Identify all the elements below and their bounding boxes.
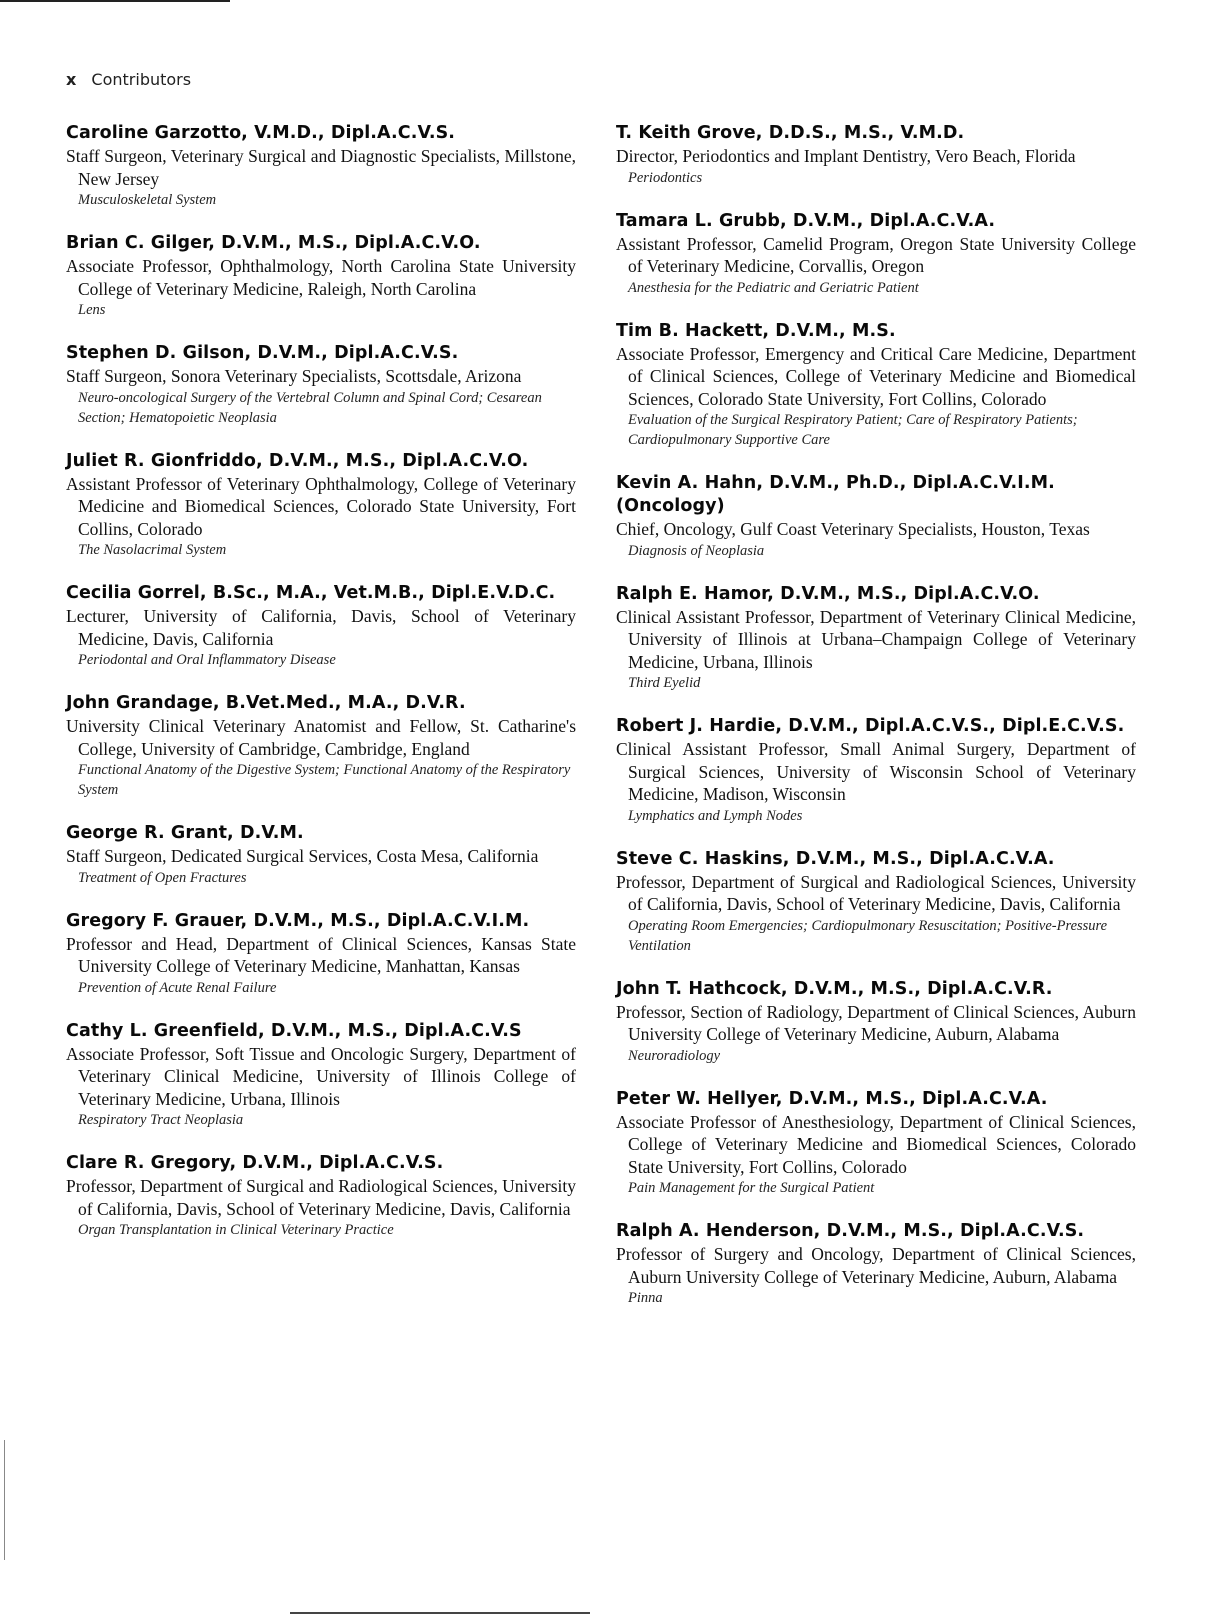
contributor-entry <box>66 1020 576 1131</box>
contributor-entry <box>66 692 576 800</box>
contributor-chapter: Lymphatics and Lymph Nodes <box>628 807 803 824</box>
contributor-affiliation: Professor and Head, Department of Clinical Sciences, Kansas State University College of Veterinary Medicine, Manhattan, Kansas <box>66 933 576 976</box>
contributor-name: Gregory F. Grauer, D.V.M., M.S., Dipl.A.C.V.I.M. <box>66 910 530 931</box>
contributor-entry <box>66 450 576 561</box>
contributor-name: Ralph A. Henderson, D.V.M., M.S., Dipl.A.C.V.S. <box>616 1221 1085 1241</box>
contributor-chapter: Periodontal and Oral Inflammatory Disease <box>78 652 336 668</box>
contributor-chapter: Neuroradiology <box>628 1047 721 1064</box>
contributor-affiliation: Professor, Department of Surgical and Radiological Sciences, University of California, Davis, School of Veterinary Medicine, Davis, California <box>66 1176 576 1219</box>
contributor-name: John T. Hathcock, D.V.M., M.S., Dipl.A.C.V.R. <box>616 978 1053 999</box>
contributor-affiliation: Assistant Professor, Camelid Program, Oregon State University College of Veterinary Medicine, Corvallis, Oregon <box>616 233 1136 276</box>
contributor-chapter: Pinna <box>628 1290 663 1306</box>
running-title: Contributors <box>91 70 192 89</box>
contributor-entry <box>616 848 1136 956</box>
contributor-name: John Grandage, B.Vet.Med., M.A., D.V.R. <box>66 693 466 713</box>
contributor-entry <box>66 342 576 428</box>
contributor-chapter: Operating Room Emergencies; Cardiopulmonary Resuscitation; Positive-Pressure Ventilation <box>628 917 1108 954</box>
contributor-chapter: Neuro-oncological Surgery of the Vertebral Column and Spinal Cord; Cesarean Section; Hematopoietic Neoplasia <box>78 389 542 426</box>
contributor-affiliation: Assistant Professor of Veterinary Ophthalmology, College of Veterinary Medicine and Biomedical Sciences, Colorado State University, Fort Collins, Colorado <box>66 473 576 539</box>
contributor-name: Juliet R. Gionfriddo, D.V.M., M.S., Dipl.A.C.V.O. <box>66 450 529 471</box>
contributor-name: Ralph E. Hamor, D.V.M., M.S., Dipl.A.C.V.O. <box>616 583 1040 604</box>
contributor-affiliation: Staff Surgeon, Sonora Veterinary Specialists, Scottsdale, Arizona <box>66 366 522 386</box>
contributor-affiliation: Professor, Section of Radiology, Department of Clinical Sciences, Auburn University College of Veterinary Medicine, Auburn, Alabama <box>616 1001 1136 1044</box>
contributor-entry <box>616 1220 1136 1308</box>
contributor-entry <box>616 978 1136 1066</box>
contributor-entry <box>66 232 576 320</box>
contributor-name: Tamara L. Grubb, D.V.M., Dipl.A.C.V.A. <box>616 210 996 231</box>
contributor-affiliation: Chief, Oncology, Gulf Coast Veterinary Specialists, Houston, Texas <box>616 519 1090 539</box>
contributor-entry <box>66 122 576 210</box>
contributor-entry <box>616 210 1136 298</box>
contributor-name: Kevin A. Hahn, D.V.M., Ph.D., Dipl.A.C.V.I.M.(Oncology) <box>616 473 1055 516</box>
footer-rule <box>290 1612 590 1614</box>
contributor-entry <box>616 320 1136 451</box>
contributor-name: Tim B. Hackett, D.V.M., M.S. <box>616 320 896 341</box>
top-rule <box>0 0 230 2</box>
contributor-chapter: Musculoskeletal System <box>78 192 217 208</box>
contributor-name: Robert J. Hardie, D.V.M., Dipl.A.C.V.S., Dipl.E.C.V.S. <box>616 716 1125 736</box>
contributor-affiliation: Associate Professor, Ophthalmology, North Carolina State University College of Veterinary Medicine, Raleigh, North Carolina <box>66 256 576 299</box>
contributor-affiliation: University Clinical Veterinary Anatomist and Fellow, St. Catharine's College, University of Cambridge, Cambridge, England <box>66 716 576 759</box>
contributor-affiliation: Clinical Assistant Professor, Department of Veterinary Clinical Medicine, University of Illinois at Urbana–Champaign College of Veterinary Medicine, Urbana, Illinois <box>616 606 1136 672</box>
contributor-affiliation: Professor of Surgery and Oncology, Department of Clinical Sciences, Auburn University College of Veterinary Medicine, Auburn, Alabama <box>616 1244 1136 1287</box>
contributor-chapter: Organ Transplantation in Clinical Veterinary Practice <box>78 1222 394 1238</box>
contributor-entry <box>616 122 1136 188</box>
contributor-chapter: Lens <box>78 302 106 318</box>
contributor-entry <box>616 715 1136 826</box>
contributor-chapter: Diagnosis of Neoplasia <box>628 542 765 559</box>
contributor-entry <box>616 472 1136 561</box>
contributor-name: Caroline Garzotto, V.M.D., Dipl.A.C.V.S. <box>66 123 456 143</box>
contributor-affiliation: Associate Professor, Soft Tissue and Oncologic Surgery, Department of Veterinary Clinical Medicine, University of Illinois College of Veterinary Medicine, Urbana, Illinois <box>66 1043 576 1109</box>
right-column <box>616 122 1136 1330</box>
contributor-name: T. Keith Grove, D.D.S., M.S., V.M.D. <box>616 123 965 143</box>
contributor-affiliation: Associate Professor of Anesthesiology, Department of Clinical Sciences, College of Veterinary Medicine and Biomedical Sciences, Colorado State University, Fort Collins, Colorado <box>616 1111 1136 1177</box>
contributor-chapter: Treatment of Open Fractures <box>78 869 247 886</box>
contributor-affiliation: Lecturer, University of California, Davis, School of Veterinary Medicine, Davis, California <box>66 606 576 649</box>
contributor-name: Brian C. Gilger, D.V.M., M.S., Dipl.A.C.V.O. <box>66 233 481 253</box>
contributor-name: Steve C. Haskins, D.V.M., M.S., Dipl.A.C.V.A. <box>616 848 1055 869</box>
contributor-name: Peter W. Hellyer, D.V.M., M.S., Dipl.A.C.V.A. <box>616 1088 1048 1109</box>
contributor-name: Stephen D. Gilson, D.V.M., Dipl.A.C.V.S. <box>66 343 459 363</box>
running-header <box>66 70 191 89</box>
contributor-entry <box>66 582 576 670</box>
contributor-chapter: Evaluation of the Surgical Respiratory Patient; Care of Respiratory Patients; Cardiopulmonary Supportive Care <box>628 412 1078 448</box>
contributor-entry <box>66 822 576 888</box>
contributor-name: Clare R. Gregory, D.V.M., Dipl.A.C.V.S. <box>66 1153 444 1173</box>
contributor-chapter: Anesthesia for the Pediatric and Geriatric Patient <box>628 279 919 296</box>
contributor-chapter: Pain Management for the Surgical Patient <box>628 1180 875 1196</box>
margin-rule <box>4 1440 5 1560</box>
contributor-entry <box>616 1088 1136 1199</box>
contributor-chapter: Functional Anatomy of the Digestive System; Functional Anatomy of the Respiratory System <box>78 762 571 798</box>
contributor-name: Cathy L. Greenfield, D.V.M., M.S., Dipl.A.C.V.S <box>66 1020 522 1041</box>
contributor-name: George R. Grant, D.V.M. <box>66 823 304 843</box>
contributor-affiliation: Associate Professor, Emergency and Critical Care Medicine, Department of Clinical Sciences, College of Veterinary Medicine and Biomedical Sciences, Colorado State University, Fort Collins, Colorado <box>616 343 1136 409</box>
contributor-affiliation: Professor, Department of Surgical and Radiological Sciences, University of California, Davis, School of Veterinary Medicine, Davis, California <box>616 871 1136 914</box>
contributor-entry <box>616 583 1136 694</box>
contributor-entry <box>66 1152 576 1240</box>
contributor-chapter: The Nasolacrimal System <box>78 542 227 558</box>
contributor-affiliation: Director, Periodontics and Implant Dentistry, Vero Beach, Florida <box>616 146 1076 166</box>
contributor-chapter: Respiratory Tract Neoplasia <box>78 1112 244 1128</box>
contributor-name: Cecilia Gorrel, B.Sc., M.A., Vet.M.B., Dipl.E.V.D.C. <box>66 583 556 603</box>
contributor-affiliation: Clinical Assistant Professor, Small Animal Surgery, Department of Surgical Sciences, University of Wisconsin School of Veterinary Medicine, Madison, Wisconsin <box>616 739 1136 804</box>
page-number: x <box>66 70 77 89</box>
contributor-chapter: Third Eyelid <box>628 675 701 691</box>
contributor-affiliation: Staff Surgeon, Dedicated Surgical Services, Costa Mesa, California <box>66 846 539 866</box>
contributor-entry <box>66 910 576 998</box>
contributor-chapter: Prevention of Acute Renal Failure <box>78 979 277 996</box>
contributor-affiliation: Staff Surgeon, Veterinary Surgical and Diagnostic Specialists, Millstone, New Jersey <box>66 146 576 189</box>
contributor-chapter: Periodontics <box>628 169 703 186</box>
left-column <box>66 122 576 1262</box>
